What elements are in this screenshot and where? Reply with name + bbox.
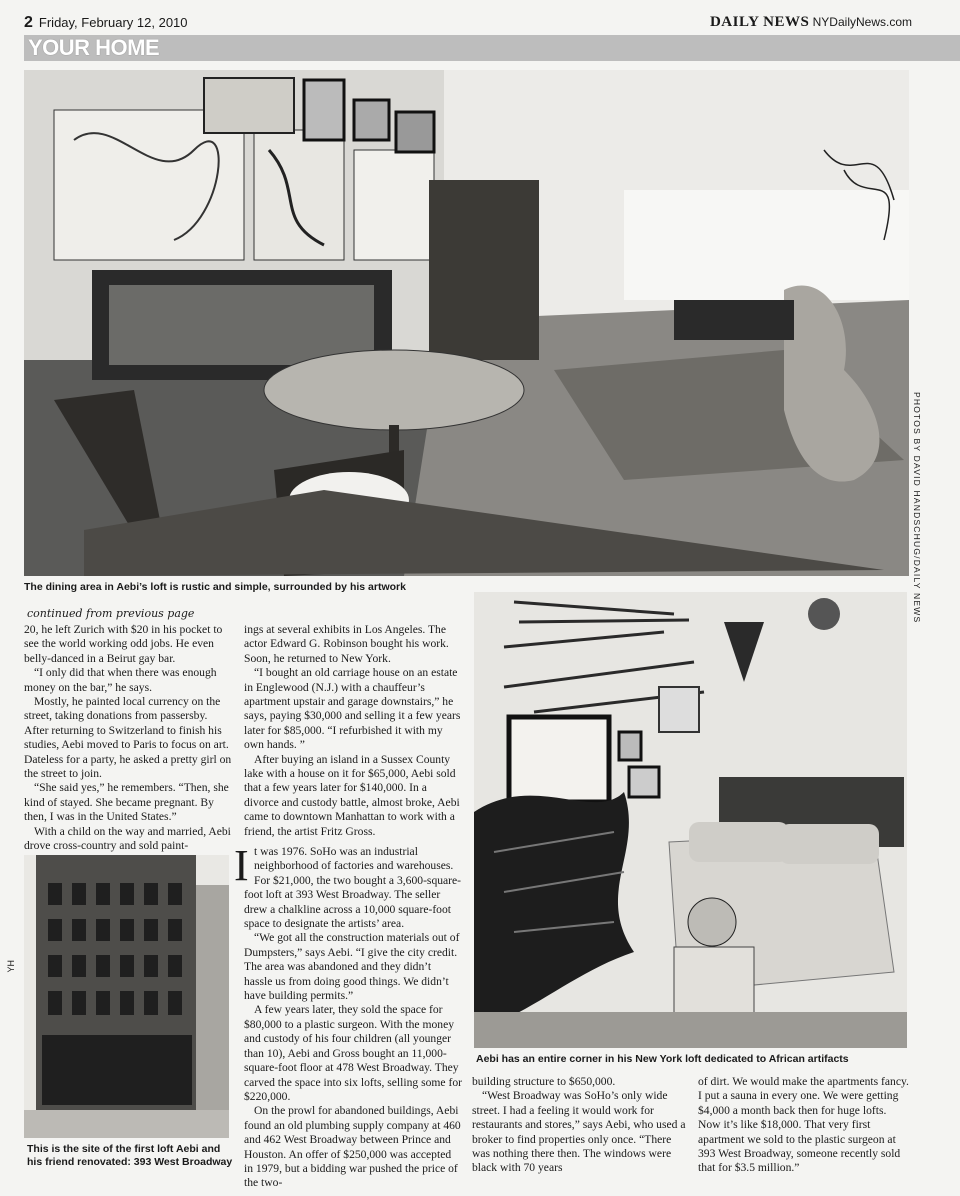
col2b-first-text: t was 1976. SoHo was an industrial neighborhood of factories and warehouses. For $21,000, the two bought a 3,600-square-foot loft at 393 West Broadway. The seller drew a chalkline across a 10,000 square-foot space to designate the artists’ area. <box>244 845 462 931</box>
col1-paragraph: With a child on the way and married, Aebi drove cross-country and sold paint- <box>24 824 231 853</box>
col2b-first-paragraph <box>234 841 462 931</box>
folio <box>24 14 188 32</box>
building-caption-line-1: This is the site of the first loft Aebi and <box>27 1143 221 1155</box>
col1-paragraph: “I only did that when there was enough money on the bar,” he says. <box>24 666 217 694</box>
photo-credit: PHOTOS BY DAVID HANDSCHUG/DAILY NEWS <box>912 392 922 624</box>
continued-label: continued from previous page <box>27 607 195 620</box>
col2b-paragraph: A few years later, they sold the space for $80,000 to a plastic surgeon. With the money and custody of his four children (all younger than 10), Aebi and Gross bought an 11,000-square-foot floor at 478 West Broadway. They carved the space into six lofts, selling some for $220,000. <box>244 1003 462 1103</box>
col2b-paragraph: “We got all the construction materials out of Dumpsters,” says Aebi. “I give the city credit. The area was abandoned and they didn’t hassle us from doing good things. We didn’t have building permits.” <box>244 931 460 1003</box>
col3-paragraph: “West Broadway was SoHo’s only wide street. I had a feeling it would work for restaurants and stores,” says Aebi, who used a broker to find properties only once. “There was nothing there then. The windows were black with 70 years <box>472 1089 686 1175</box>
article-column-1 <box>24 623 234 854</box>
col2-paragraph: “I bought an old carriage house on an estate in Englewood (N.J.) with a chauffeur’s apartment upstair and garage downstairs,” he says, paying $30,000 and selling it a few years later for $85,000. “I refurbished it with my own hands. ” <box>244 666 461 752</box>
issue-date: Friday, February 12, 2010 <box>38 15 188 30</box>
building-photo <box>24 855 229 1138</box>
masthead <box>710 14 912 31</box>
section-label: YOUR HOME <box>28 35 160 60</box>
col2-paragraph: After buying an island in a Sussex County lake with a house on it for $65,000, Aebi sold that a few years later for $140,000. In a divorce and custody battle, almost broke, Aebi came to downtown Manhattan to work with a friend, the artist Fritz Gross. <box>244 752 460 838</box>
building-caption <box>27 1143 237 1169</box>
drop-cap: I <box>234 841 249 890</box>
article-column-2-section <box>234 841 462 1191</box>
col1-paragraph: “She said yes,” he remembers. “Then, she kind of stayed. She became pregnant. By then, I was in the United States.” <box>24 781 229 824</box>
page-number: 2 <box>24 14 33 31</box>
website: NYDailyNews.com <box>812 15 912 29</box>
building-photo-tag: YH <box>6 960 16 973</box>
article-column-3 <box>472 1075 690 1176</box>
article-column-4 <box>698 1075 910 1176</box>
artifacts-photo <box>474 592 907 1048</box>
col3-paragraph: building structure to $650,000. <box>472 1075 616 1088</box>
artifacts-caption: Aebi has an entire corner in his New York loft dedicated to African artifacts <box>476 1053 849 1065</box>
col4-paragraph: of dirt. We would make the apartments fancy. I put a sauna in every one. We were getting $4,000 a month back then for huge lofts. Now it’s like $18,000. That very first apartment we sold to the plastic surgeon at 393 West Broadway, someone recently sold that for $3.5 million.” <box>698 1075 909 1175</box>
col2b-paragraph: On the prowl for abandoned buildings, Aebi found an old plumbing supply company at 460 and 462 West Broadway between Prince and Houston. An offer of $250,000 was accepted in 1979, but a bidding war pushed the price of the two- <box>244 1104 461 1190</box>
dining-caption: The dining area in Aebi’s loft is rustic and simple, surrounded by his artwork <box>24 581 406 593</box>
building-caption-line-2: his friend renovated: 393 West Broadway <box>27 1156 233 1168</box>
col1-paragraph: 20, he left Zurich with $20 in his pocket to see the world working odd jobs. He even belly-danced in a Beirut gay bar. <box>24 623 223 665</box>
paper-name: DAILY NEWS <box>709 14 810 30</box>
section-bar <box>24 35 960 61</box>
article-column-2 <box>244 623 462 839</box>
dining-area-photo <box>24 70 909 576</box>
col2-paragraph: ings at several exhibits in Los Angeles. The actor Edward G. Robinson bought his work. Soon, he returned to New York. <box>244 623 449 665</box>
col1-paragraph: Mostly, he painted local currency on the street, taking donations from passersby. After returning to Switzerland to finish his studies, Aebi moved to Paris to focus on art. Dateless for a party, he asked a pretty girl on the street to join. <box>24 695 232 781</box>
